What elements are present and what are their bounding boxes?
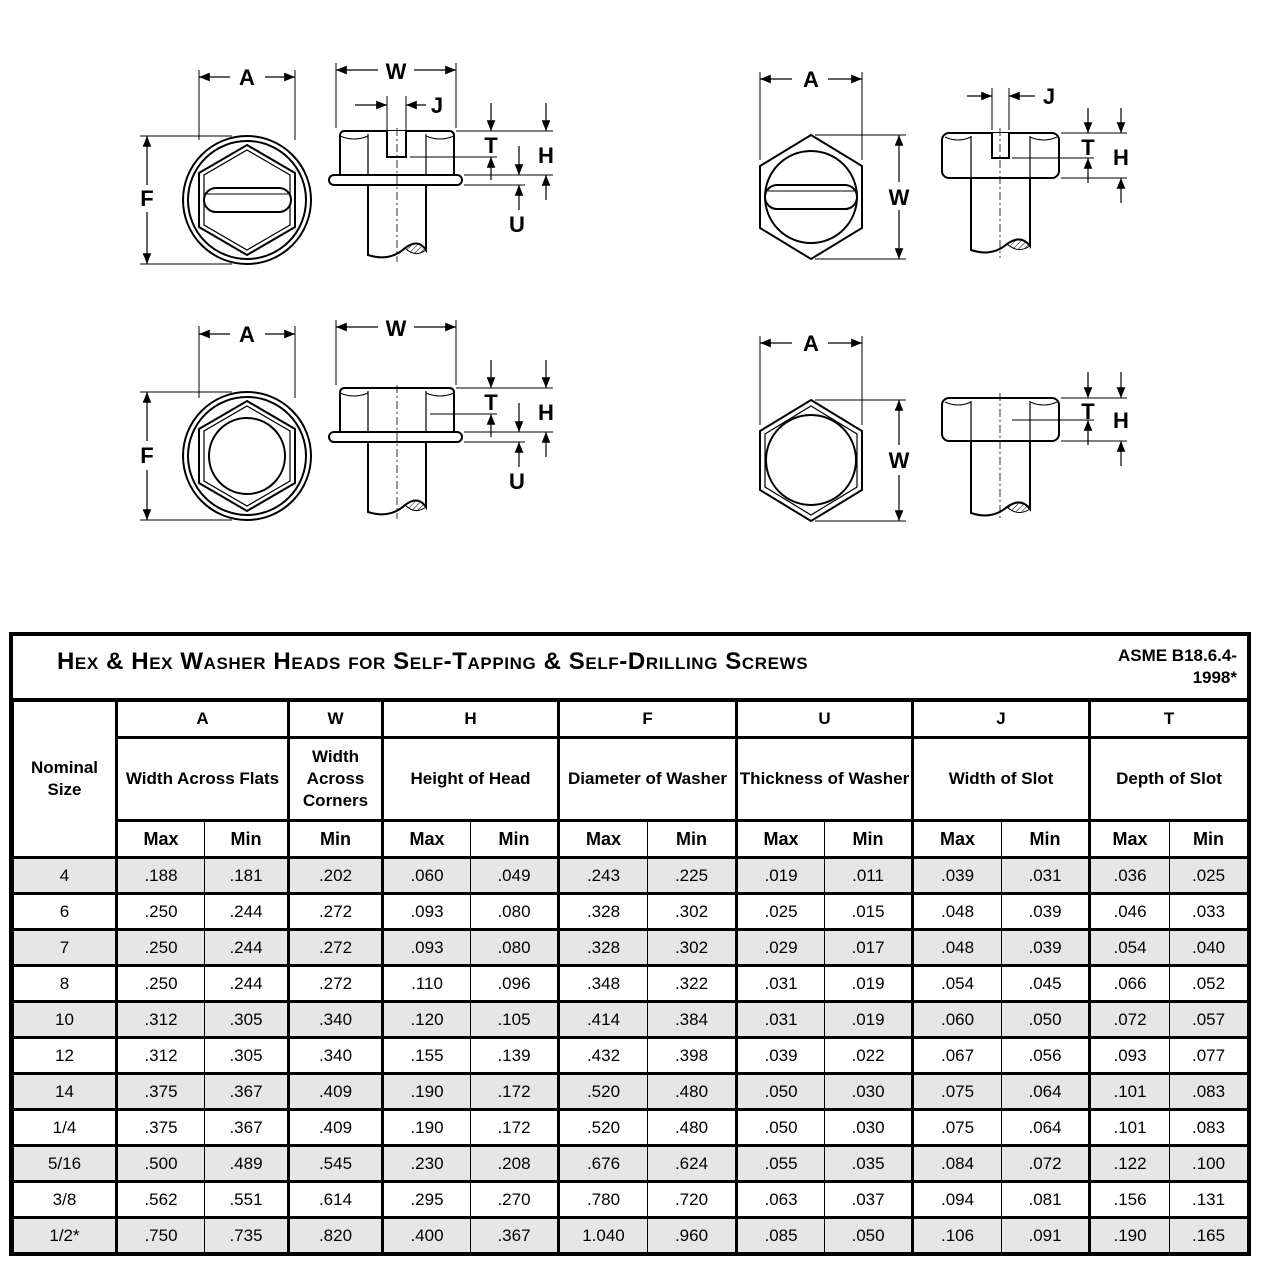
value-cell: .025 <box>1170 858 1248 894</box>
value-cell: .096 <box>471 966 559 1002</box>
value-cell: .340 <box>289 1038 383 1074</box>
dim-label-t: T <box>1081 399 1095 424</box>
value-cell: .190 <box>383 1074 471 1110</box>
value-cell: .614 <box>289 1182 383 1218</box>
table-row <box>14 1146 1248 1182</box>
value-cell: .960 <box>648 1218 737 1253</box>
table-title-bar <box>13 636 1247 701</box>
dim-label-t: T <box>484 390 498 415</box>
value-cell: .190 <box>1090 1218 1170 1253</box>
dimension-table <box>13 701 1248 1252</box>
dim-label-h: H <box>538 400 554 425</box>
value-cell: .367 <box>205 1110 289 1146</box>
value-cell: .011 <box>825 858 913 894</box>
table-row <box>14 858 1248 894</box>
table-title: Hex & Hex Washer Heads for Self-Tapping & Self-Drilling Screws <box>57 648 809 675</box>
value-cell: .244 <box>205 966 289 1002</box>
subheader-a-max: Max <box>117 821 205 858</box>
nominal-size-cell: 10 <box>14 1002 117 1038</box>
value-cell: .250 <box>117 930 205 966</box>
column-name-a: Width Across Flats <box>117 738 289 821</box>
value-cell: .039 <box>737 1038 825 1074</box>
value-cell: .072 <box>1002 1146 1090 1182</box>
value-cell: .398 <box>648 1038 737 1074</box>
screw-head-drawings <box>0 0 1261 600</box>
value-cell: .030 <box>825 1110 913 1146</box>
table-row <box>14 1218 1248 1253</box>
value-cell: .077 <box>1170 1038 1248 1074</box>
subheader-w-min: Min <box>289 821 383 858</box>
value-cell: .172 <box>471 1110 559 1146</box>
dim-label-h: H <box>538 143 554 168</box>
value-cell: .188 <box>117 858 205 894</box>
value-cell: .054 <box>913 966 1002 1002</box>
hex-side-view <box>942 372 1127 520</box>
column-letter-h: H <box>383 702 559 738</box>
dim-label-a: A <box>803 331 819 356</box>
value-cell: .272 <box>289 894 383 930</box>
value-cell: .085 <box>737 1218 825 1253</box>
value-cell: .414 <box>559 1002 648 1038</box>
value-cell: .375 <box>117 1110 205 1146</box>
value-cell: .029 <box>737 930 825 966</box>
nominal-size-cell: 7 <box>14 930 117 966</box>
value-cell: .120 <box>383 1002 471 1038</box>
value-cell: .083 <box>1170 1110 1248 1146</box>
value-cell: .624 <box>648 1146 737 1182</box>
value-cell: .050 <box>1002 1002 1090 1038</box>
value-cell: .031 <box>737 1002 825 1038</box>
spec-table-panel <box>9 632 1251 1256</box>
value-cell: .056 <box>1002 1038 1090 1074</box>
dim-label-a: A <box>239 322 255 347</box>
value-cell: .019 <box>825 1002 913 1038</box>
subheader-j-max: Max <box>913 821 1002 858</box>
dim-label-w: W <box>385 59 407 84</box>
value-cell: .039 <box>913 858 1002 894</box>
nominal-size-cell: 6 <box>14 894 117 930</box>
dim-label-h: H <box>1113 145 1129 170</box>
value-cell: .033 <box>1170 894 1248 930</box>
table-row <box>14 1074 1248 1110</box>
value-cell: .048 <box>913 930 1002 966</box>
value-cell: .050 <box>737 1110 825 1146</box>
value-cell: .250 <box>117 894 205 930</box>
value-cell: .243 <box>559 858 648 894</box>
value-cell: .272 <box>289 930 383 966</box>
value-cell: .244 <box>205 930 289 966</box>
value-cell: .735 <box>205 1218 289 1253</box>
subheader-t-max: Max <box>1090 821 1170 858</box>
value-cell: .340 <box>289 1002 383 1038</box>
value-cell: .094 <box>913 1182 1002 1218</box>
value-cell: .375 <box>117 1074 205 1110</box>
value-cell: .054 <box>1090 930 1170 966</box>
dim-label-w: W <box>888 448 910 473</box>
subheader-u-min: Min <box>825 821 913 858</box>
value-cell: .093 <box>383 930 471 966</box>
value-cell: .030 <box>825 1074 913 1110</box>
value-cell: .022 <box>825 1038 913 1074</box>
value-cell: .820 <box>289 1218 383 1253</box>
value-cell: .244 <box>205 894 289 930</box>
value-cell: .489 <box>205 1146 289 1182</box>
table-row <box>14 894 1248 930</box>
value-cell: .093 <box>383 894 471 930</box>
value-cell: .060 <box>383 858 471 894</box>
subheader-h-max: Max <box>383 821 471 858</box>
value-cell: .049 <box>471 858 559 894</box>
value-cell: .720 <box>648 1182 737 1218</box>
value-cell: .083 <box>1170 1074 1248 1110</box>
value-cell: .039 <box>1002 894 1090 930</box>
value-cell: .072 <box>1090 1002 1170 1038</box>
table-row <box>14 1182 1248 1218</box>
column-letter-j: J <box>913 702 1090 738</box>
column-name-j: Width of Slot <box>913 738 1090 821</box>
value-cell: .409 <box>289 1110 383 1146</box>
value-cell: .328 <box>559 930 648 966</box>
column-letter-f: F <box>559 702 737 738</box>
column-letter-w: W <box>289 702 383 738</box>
value-cell: .322 <box>648 966 737 1002</box>
dim-label-j: J <box>1042 84 1056 109</box>
value-cell: .055 <box>737 1146 825 1182</box>
value-cell: .015 <box>825 894 913 930</box>
value-cell: .480 <box>648 1110 737 1146</box>
value-cell: .545 <box>289 1146 383 1182</box>
table-row <box>14 966 1248 1002</box>
value-cell: .348 <box>559 966 648 1002</box>
value-cell: .064 <box>1002 1074 1090 1110</box>
value-cell: .312 <box>117 1002 205 1038</box>
value-cell: .025 <box>737 894 825 930</box>
value-cell: .101 <box>1090 1074 1170 1110</box>
value-cell: .039 <box>1002 930 1090 966</box>
value-cell: .019 <box>737 858 825 894</box>
nominal-size-cell: 12 <box>14 1038 117 1074</box>
value-cell: .048 <box>913 894 1002 930</box>
table-row <box>14 1110 1248 1146</box>
value-cell: .066 <box>1090 966 1170 1002</box>
dim-label-j: J <box>430 93 444 118</box>
subheader-f-max: Max <box>559 821 648 858</box>
table-row <box>14 1038 1248 1074</box>
value-cell: .081 <box>1002 1182 1090 1218</box>
value-cell: .328 <box>559 894 648 930</box>
column-letter-a: A <box>117 702 289 738</box>
value-cell: .064 <box>1002 1110 1090 1146</box>
value-cell: .250 <box>117 966 205 1002</box>
dim-label-u: U <box>509 212 525 237</box>
value-cell: .091 <box>1002 1218 1090 1253</box>
value-cell: .106 <box>913 1218 1002 1253</box>
value-cell: .036 <box>1090 858 1170 894</box>
nominal-size-cell: 3/8 <box>14 1182 117 1218</box>
column-name-u: Thickness of Washer <box>737 738 913 821</box>
value-cell: 1.040 <box>559 1218 648 1253</box>
subheader-u-max: Max <box>737 821 825 858</box>
slotted-hex-top-view <box>760 72 906 259</box>
value-cell: .165 <box>1170 1218 1248 1253</box>
value-cell: .075 <box>913 1074 1002 1110</box>
value-cell: .367 <box>471 1218 559 1253</box>
column-name-w: Width Across Corners <box>289 738 383 821</box>
value-cell: .131 <box>1170 1182 1248 1218</box>
table-row <box>14 1002 1248 1038</box>
dim-label-u: U <box>509 469 525 494</box>
slotted-hex-side-view <box>942 88 1127 258</box>
value-cell: .409 <box>289 1074 383 1110</box>
value-cell: .432 <box>559 1038 648 1074</box>
value-cell: .305 <box>205 1038 289 1074</box>
value-cell: .400 <box>383 1218 471 1253</box>
value-cell: .500 <box>117 1146 205 1182</box>
value-cell: .031 <box>1002 858 1090 894</box>
value-cell: .040 <box>1170 930 1248 966</box>
hex-top-view <box>760 336 906 521</box>
value-cell: .067 <box>913 1038 1002 1074</box>
dim-label-t: T <box>484 133 498 158</box>
value-cell: .302 <box>648 894 737 930</box>
dim-label-a: A <box>239 65 255 90</box>
value-cell: .075 <box>913 1110 1002 1146</box>
value-cell: .100 <box>1170 1146 1248 1182</box>
value-cell: .230 <box>383 1146 471 1182</box>
value-cell: .676 <box>559 1146 648 1182</box>
nominal-size-cell: 8 <box>14 966 117 1002</box>
value-cell: .270 <box>471 1182 559 1218</box>
value-cell: .780 <box>559 1182 648 1218</box>
value-cell: .520 <box>559 1074 648 1110</box>
value-cell: .050 <box>737 1074 825 1110</box>
value-cell: .302 <box>648 930 737 966</box>
value-cell: .155 <box>383 1038 471 1074</box>
dim-label-w: W <box>385 316 407 341</box>
subheader-f-min: Min <box>648 821 737 858</box>
nominal-size-cell: 5/16 <box>14 1146 117 1182</box>
dim-label-f: F <box>140 443 154 468</box>
value-cell: .063 <box>737 1182 825 1218</box>
subheader-h-min: Min <box>471 821 559 858</box>
nominal-size-cell: 1/4 <box>14 1110 117 1146</box>
slotted-washer-top-view <box>140 70 311 264</box>
value-cell: .093 <box>1090 1038 1170 1074</box>
value-cell: .084 <box>913 1146 1002 1182</box>
nominal-size-cell: 4 <box>14 858 117 894</box>
column-name-h: Height of Head <box>383 738 559 821</box>
value-cell: .156 <box>1090 1182 1170 1218</box>
value-cell: .031 <box>737 966 825 1002</box>
value-cell: .110 <box>383 966 471 1002</box>
nominal-size-header: Nominal Size <box>14 702 117 858</box>
value-cell: .080 <box>471 930 559 966</box>
value-cell: .122 <box>1090 1146 1170 1182</box>
value-cell: .520 <box>559 1110 648 1146</box>
dim-label-h: H <box>1113 408 1129 433</box>
value-cell: .295 <box>383 1182 471 1218</box>
value-cell: .019 <box>825 966 913 1002</box>
value-cell: .139 <box>471 1038 559 1074</box>
dim-label-f: F <box>140 186 154 211</box>
value-cell: .105 <box>471 1002 559 1038</box>
value-cell: .367 <box>205 1074 289 1110</box>
column-letter-t: T <box>1090 702 1248 738</box>
value-cell: .050 <box>825 1218 913 1253</box>
value-cell: .208 <box>471 1146 559 1182</box>
value-cell: .035 <box>825 1146 913 1182</box>
value-cell: .305 <box>205 1002 289 1038</box>
value-cell: .046 <box>1090 894 1170 930</box>
value-cell: .052 <box>1170 966 1248 1002</box>
washer-top-view <box>140 326 311 520</box>
value-cell: .562 <box>117 1182 205 1218</box>
table-row <box>14 930 1248 966</box>
value-cell: .202 <box>289 858 383 894</box>
value-cell: .312 <box>117 1038 205 1074</box>
subheader-t-min: Min <box>1170 821 1248 858</box>
column-letter-u: U <box>737 702 913 738</box>
value-cell: .080 <box>471 894 559 930</box>
subheader-a-min: Min <box>205 821 289 858</box>
dimension-drawings-svg <box>0 0 1261 600</box>
value-cell: .181 <box>205 858 289 894</box>
value-cell: .101 <box>1090 1110 1170 1146</box>
value-cell: .225 <box>648 858 737 894</box>
value-cell: .037 <box>825 1182 913 1218</box>
value-cell: .017 <box>825 930 913 966</box>
value-cell: .057 <box>1170 1002 1248 1038</box>
column-name-t: Depth of Slot <box>1090 738 1248 821</box>
value-cell: .384 <box>648 1002 737 1038</box>
value-cell: .272 <box>289 966 383 1002</box>
value-cell: .045 <box>1002 966 1090 1002</box>
value-cell: .750 <box>117 1218 205 1253</box>
dim-label-t: T <box>1081 135 1095 160</box>
value-cell: .551 <box>205 1182 289 1218</box>
value-cell: .172 <box>471 1074 559 1110</box>
dim-label-w: W <box>888 185 910 210</box>
column-name-f: Diameter of Washer <box>559 738 737 821</box>
standard-reference: ASME B18.6.4-1998* <box>1117 646 1237 687</box>
value-cell: .190 <box>383 1110 471 1146</box>
value-cell: .480 <box>648 1074 737 1110</box>
value-cell: .060 <box>913 1002 1002 1038</box>
subheader-j-min: Min <box>1002 821 1090 858</box>
nominal-size-cell: 1/2* <box>14 1218 117 1253</box>
dim-label-a: A <box>803 67 819 92</box>
nominal-size-cell: 14 <box>14 1074 117 1110</box>
